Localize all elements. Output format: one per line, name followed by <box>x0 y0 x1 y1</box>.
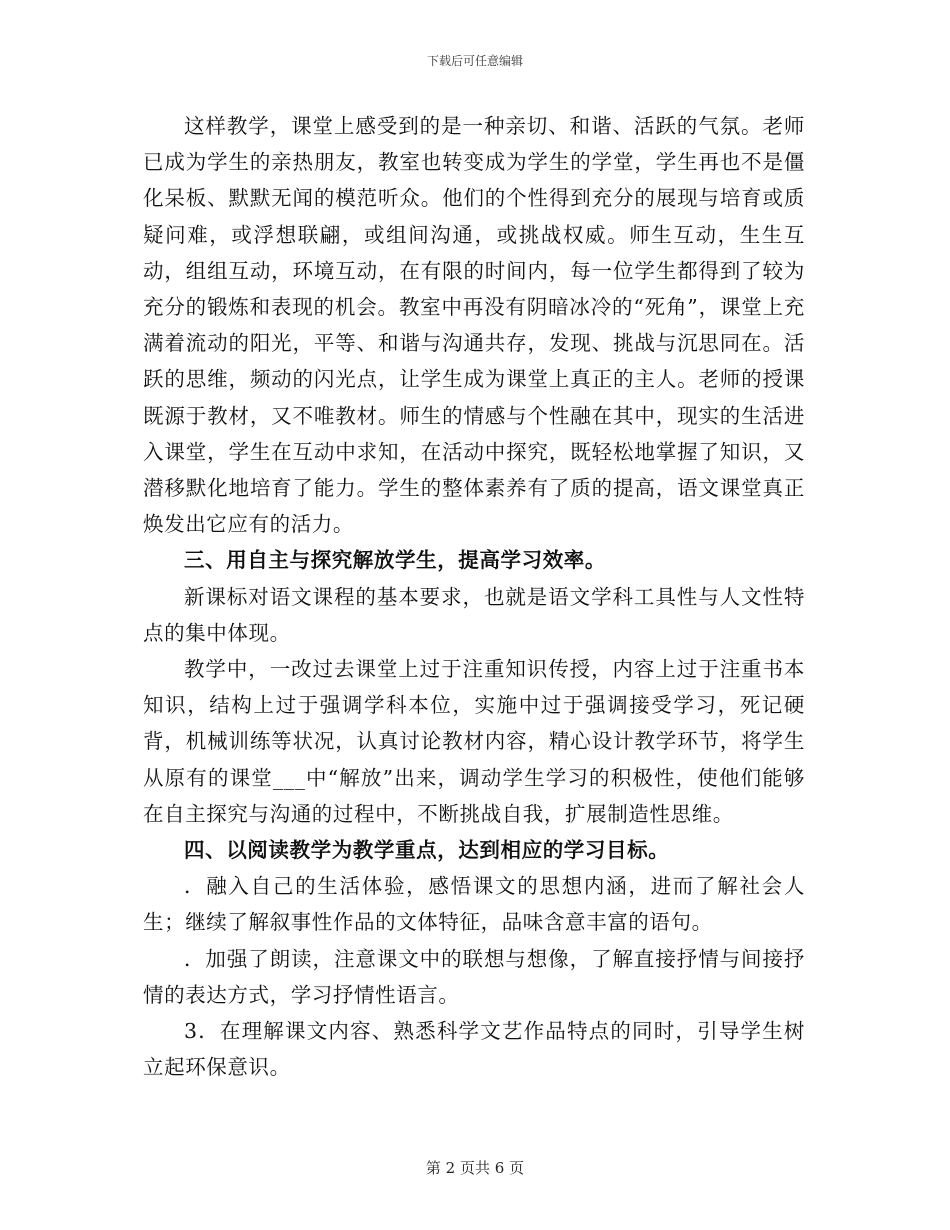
section-heading-4: 四、以阅读教学为教学重点，达到相应的学习目标。 <box>184 838 670 863</box>
paragraph-classroom-atmosphere: 这样教学，课堂上感受到的是一种亲切、和谐、活跃的气氛。老师已成为学生的亲热朋友，教室也转变成为学生的学堂，学生再也不是僵化呆板、默默无闻的模范听众。他们的个性得到充分的展现与培育或质疑问难，或浮想联翩，或组间沟通，或挑战权威。师生互动，生生互动，组组互动，环境互动，在有限的时间内，每一位学生都得到了较为充分的锻炼和表现的机会。教室中再没有阴暗冰冷的“死角”，课堂上充满着流动的阳光，平等、和谐与沟通共存，发现、挑战与沉思同在。活跃的思维，频动的闪光点，让学生成为课堂上真正的主人。老师的授课既源于教材，又不唯教材。师生的情感与个性融在其中，现实的生活进入课堂，学生在互动中求知，在活动中探究，既轻松地掌握了知识，又潜移默化地培育了能力。学生的整体素养有了质的提高，语文课堂真正焕发出它应有的活力。 <box>143 114 805 537</box>
list-item-2: ．加强了朗读，注意课文中的联想与想像，了解直接抒情与间接抒情的表达方式，学习抒情性语言。 <box>143 946 805 1007</box>
list-item-3: 3．在理解课文内容、熟悉科学文艺作品特点的同时，引导学生树立起环保意识。 <box>143 1019 805 1080</box>
section-heading-3: 三、用自主与探究解放学生，提高学习效率。 <box>184 548 606 573</box>
paragraph-curriculum-requirement: 新课标对语文课程的基本要求，也就是语文学科工具性与人文性特点的集中体现。 <box>143 584 805 645</box>
document-body <box>143 108 805 1085</box>
paragraph-teaching-reform: 教学中，一改过去课堂上过于注重知识传授，内容上过于注重书本知识，结构上过于强调学科本位，实施中过于强调接受学习，死记硬背，机械训练等状况，认真讨论教材内容，精心设计教学环节，将学生从原有的课堂___中“解放”出来，调动学生学习的积极性，使他们能够在自主探究与沟通的过程中，不断挑战自我，扩展制造性思维。 <box>143 657 805 826</box>
page-footer: 第 2 页共 6 页 <box>425 1159 525 1177</box>
page-header: 下载后可任意编辑 <box>426 54 523 68</box>
list-item-1: ．融入自己的生活体验，感悟课文的思想内涵，进而了解社会人生；继续了解叙事性作品的文体特征，品味含意丰富的语句。 <box>143 874 805 935</box>
